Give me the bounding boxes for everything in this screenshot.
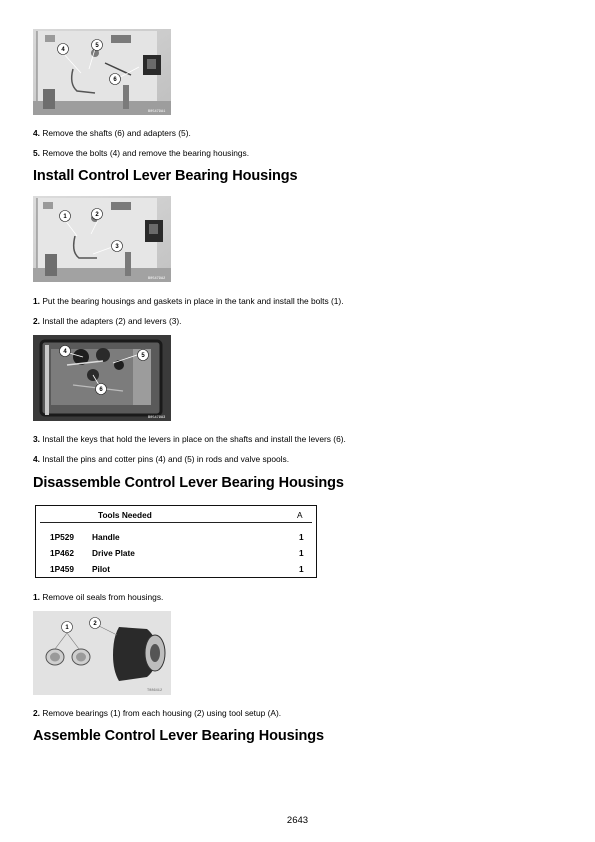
figure-id: B05479A3 (148, 416, 166, 420)
figure-install-photo (33, 196, 171, 282)
callout-4 (60, 346, 71, 357)
callout-3 (112, 241, 123, 252)
tool-qty: 1 (299, 532, 304, 542)
tool-part: 1P462 (50, 548, 74, 558)
callout-4 (58, 44, 69, 55)
removal-step-4: 4. Remove the shafts (6) and adapters (5). (33, 128, 191, 138)
figure-levers-photo (33, 335, 171, 421)
figure-id: T086412 (147, 689, 163, 693)
install-heading: Install Control Lever Bearing Housings (33, 168, 298, 184)
figure-id: B05479A1 (148, 110, 166, 114)
figure-bearings-photo (33, 611, 171, 695)
callout-1 (62, 622, 73, 633)
svg-text:4: 4 (63, 349, 67, 356)
svg-text:1: 1 (63, 214, 67, 221)
install-step-2: 2. Install the adapters (2) and levers (3). (33, 316, 182, 326)
callout-5 (92, 40, 103, 51)
disassemble-step-1: 1. Remove oil seals from housings. (33, 592, 164, 602)
svg-text:2: 2 (93, 621, 97, 628)
tool-name: Pilot (92, 564, 110, 574)
svg-text:1: 1 (65, 625, 69, 632)
removal-step-5: 5. Remove the bolts (4) and remove the bearing housings. (33, 148, 250, 158)
assemble-heading: Assemble Control Lever Bearing Housings (33, 728, 324, 744)
tool-part: 1P459 (50, 564, 74, 574)
svg-text:4: 4 (61, 47, 65, 54)
callout-1 (60, 211, 71, 222)
svg-text:6: 6 (113, 77, 117, 84)
tools-column-a: A (297, 510, 303, 520)
figure-id: B05479A2 (148, 277, 166, 281)
svg-text:2: 2 (95, 212, 99, 219)
callout-2 (92, 209, 103, 220)
tool-name: Handle (92, 532, 120, 542)
disassemble-step-2: 2. Remove bearings (1) from each housing (2) using tool setup (A). (33, 708, 282, 718)
tools-header-rule (40, 522, 312, 523)
callout-2 (90, 618, 101, 629)
install-step-3: 3. Install the keys that hold the levers in place on the shafts and install the levers (6). (33, 434, 346, 444)
page-number: 2643 (286, 815, 309, 826)
callout-6 (110, 74, 121, 85)
svg-text:3: 3 (115, 244, 119, 251)
svg-text:5: 5 (95, 43, 99, 50)
callout-5 (138, 350, 149, 361)
disassemble-heading: Disassemble Control Lever Bearing Housings (33, 475, 344, 491)
install-step-4: 4. Install the pins and cotter pins (4) and (5) in rods and valve spools. (33, 454, 290, 464)
install-step-1: 1. Put the bearing housings and gaskets in place in the tank and install the bolts (1). (33, 296, 344, 306)
tools-needed-table (35, 505, 317, 578)
figure-removal-photo (33, 29, 171, 115)
tool-part: 1P529 (50, 532, 74, 542)
callout-6 (96, 384, 107, 395)
tool-qty: 1 (299, 564, 304, 574)
tool-name: Drive Plate (92, 548, 135, 558)
tools-header: Tools Needed (98, 510, 152, 520)
svg-text:6: 6 (99, 387, 103, 394)
tool-qty: 1 (299, 548, 304, 558)
svg-text:5: 5 (141, 353, 145, 360)
